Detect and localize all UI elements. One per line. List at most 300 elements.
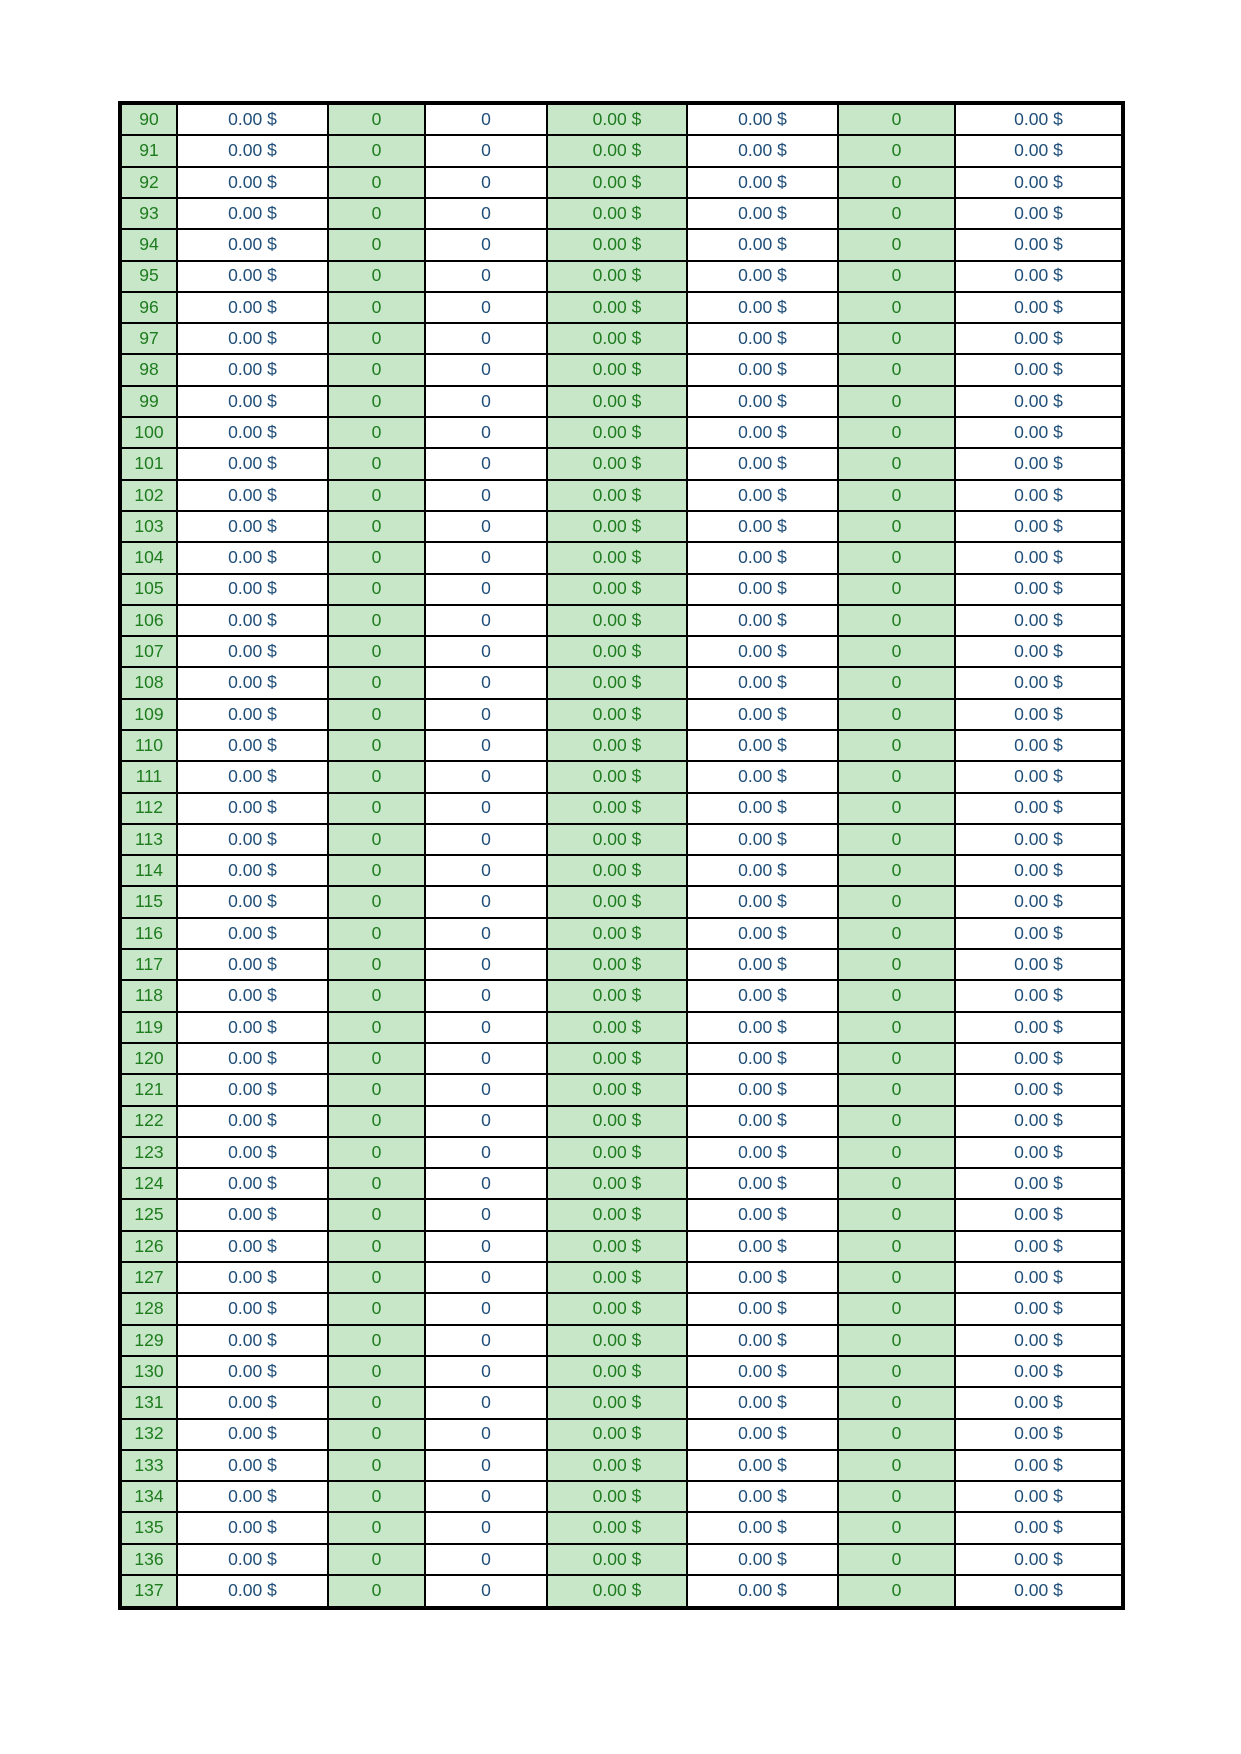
table-row xyxy=(120,1419,1123,1450)
value-cell-amount-1: 0.00 $ xyxy=(177,448,328,479)
value-cell-amount-1: 0.00 $ xyxy=(177,793,328,824)
value-cell-count-2: 0 xyxy=(425,730,547,761)
value-cell-amount-3: 0.00 $ xyxy=(687,699,838,730)
value-cell-count-1: 0 xyxy=(328,229,425,260)
value-cell-amount-3: 0.00 $ xyxy=(687,1012,838,1043)
value-cell-amount-1: 0.00 $ xyxy=(177,1012,328,1043)
value-cell-amount-1: 0.00 $ xyxy=(177,1325,328,1356)
value-cell-count-1: 0 xyxy=(328,511,425,542)
value-cell-count-3: 0 xyxy=(838,261,955,292)
row-number-cell: 120 xyxy=(120,1043,177,1074)
value-cell-count-1: 0 xyxy=(328,1575,425,1608)
value-cell-amount-3: 0.00 $ xyxy=(687,292,838,323)
value-cell-count-2: 0 xyxy=(425,636,547,667)
value-cell-amount-3: 0.00 $ xyxy=(687,667,838,698)
row-number-cell: 136 xyxy=(120,1544,177,1575)
value-cell-amount-4: 0.00 $ xyxy=(955,261,1123,292)
value-cell-amount-1: 0.00 $ xyxy=(177,1512,328,1543)
value-cell-count-1: 0 xyxy=(328,1481,425,1512)
value-cell-count-3: 0 xyxy=(838,1325,955,1356)
value-cell-count-3: 0 xyxy=(838,1262,955,1293)
value-cell-count-2: 0 xyxy=(425,1387,547,1418)
value-cell-count-3: 0 xyxy=(838,1575,955,1608)
value-cell-count-2: 0 xyxy=(425,667,547,698)
row-number-cell: 117 xyxy=(120,949,177,980)
value-cell-amount-4: 0.00 $ xyxy=(955,480,1123,511)
value-cell-amount-1: 0.00 $ xyxy=(177,1575,328,1608)
table-row xyxy=(120,386,1123,417)
row-number-cell: 112 xyxy=(120,793,177,824)
value-cell-amount-2: 0.00 $ xyxy=(547,417,687,448)
value-cell-count-2: 0 xyxy=(425,699,547,730)
value-cell-amount-3: 0.00 $ xyxy=(687,1512,838,1543)
value-cell-count-1: 0 xyxy=(328,1137,425,1168)
value-cell-amount-1: 0.00 $ xyxy=(177,855,328,886)
row-number-cell: 106 xyxy=(120,605,177,636)
value-cell-amount-2: 0.00 $ xyxy=(547,292,687,323)
value-cell-amount-2: 0.00 $ xyxy=(547,1199,687,1230)
table-row xyxy=(120,135,1123,166)
value-cell-amount-1: 0.00 $ xyxy=(177,167,328,198)
table-row xyxy=(120,1450,1123,1481)
value-cell-amount-2: 0.00 $ xyxy=(547,1262,687,1293)
value-cell-amount-3: 0.00 $ xyxy=(687,1575,838,1608)
value-cell-count-2: 0 xyxy=(425,1106,547,1137)
row-number-cell: 124 xyxy=(120,1168,177,1199)
row-number-cell: 102 xyxy=(120,480,177,511)
value-cell-amount-2: 0.00 $ xyxy=(547,542,687,573)
value-cell-count-1: 0 xyxy=(328,824,425,855)
value-cell-amount-4: 0.00 $ xyxy=(955,1575,1123,1608)
value-cell-count-2: 0 xyxy=(425,761,547,792)
value-cell-count-3: 0 xyxy=(838,511,955,542)
value-cell-amount-2: 0.00 $ xyxy=(547,1481,687,1512)
value-cell-amount-4: 0.00 $ xyxy=(955,1293,1123,1324)
value-cell-amount-4: 0.00 $ xyxy=(955,135,1123,166)
value-cell-count-2: 0 xyxy=(425,1544,547,1575)
table-row xyxy=(120,229,1123,260)
value-cell-amount-1: 0.00 $ xyxy=(177,1544,328,1575)
value-cell-count-3: 0 xyxy=(838,480,955,511)
value-cell-count-2: 0 xyxy=(425,855,547,886)
value-cell-count-3: 0 xyxy=(838,886,955,917)
value-cell-count-2: 0 xyxy=(425,1199,547,1230)
table-row xyxy=(120,1012,1123,1043)
value-cell-amount-3: 0.00 $ xyxy=(687,1293,838,1324)
value-cell-amount-2: 0.00 $ xyxy=(547,886,687,917)
row-number-cell: 96 xyxy=(120,292,177,323)
value-cell-amount-2: 0.00 $ xyxy=(547,103,687,135)
row-number-cell: 105 xyxy=(120,574,177,605)
row-number-cell: 109 xyxy=(120,699,177,730)
value-cell-amount-3: 0.00 $ xyxy=(687,167,838,198)
value-cell-count-1: 0 xyxy=(328,886,425,917)
value-cell-count-2: 0 xyxy=(425,386,547,417)
value-cell-count-2: 0 xyxy=(425,1074,547,1105)
value-cell-amount-4: 0.00 $ xyxy=(955,980,1123,1011)
table-row xyxy=(120,448,1123,479)
value-cell-count-3: 0 xyxy=(838,1168,955,1199)
value-cell-amount-3: 0.00 $ xyxy=(687,354,838,385)
value-cell-amount-2: 0.00 $ xyxy=(547,1168,687,1199)
value-cell-count-3: 0 xyxy=(838,1293,955,1324)
value-cell-amount-3: 0.00 $ xyxy=(687,886,838,917)
value-cell-amount-3: 0.00 $ xyxy=(687,1450,838,1481)
table-row xyxy=(120,292,1123,323)
value-cell-amount-4: 0.00 $ xyxy=(955,229,1123,260)
value-cell-amount-4: 0.00 $ xyxy=(955,824,1123,855)
value-cell-amount-1: 0.00 $ xyxy=(177,824,328,855)
value-cell-count-3: 0 xyxy=(838,135,955,166)
row-number-cell: 127 xyxy=(120,1262,177,1293)
value-cell-count-3: 0 xyxy=(838,1199,955,1230)
value-cell-amount-4: 0.00 $ xyxy=(955,949,1123,980)
value-cell-amount-4: 0.00 $ xyxy=(955,1168,1123,1199)
value-cell-amount-3: 0.00 $ xyxy=(687,1231,838,1262)
value-cell-count-2: 0 xyxy=(425,1293,547,1324)
table-row xyxy=(120,1325,1123,1356)
row-number-cell: 95 xyxy=(120,261,177,292)
table-row xyxy=(120,793,1123,824)
value-cell-amount-4: 0.00 $ xyxy=(955,855,1123,886)
value-cell-amount-2: 0.00 $ xyxy=(547,1512,687,1543)
row-number-cell: 93 xyxy=(120,198,177,229)
table-row xyxy=(120,855,1123,886)
value-cell-count-2: 0 xyxy=(425,1043,547,1074)
value-cell-count-1: 0 xyxy=(328,386,425,417)
value-cell-amount-4: 0.00 $ xyxy=(955,918,1123,949)
value-cell-amount-2: 0.00 $ xyxy=(547,354,687,385)
value-cell-count-2: 0 xyxy=(425,1356,547,1387)
value-cell-count-1: 0 xyxy=(328,1356,425,1387)
value-cell-amount-3: 0.00 $ xyxy=(687,323,838,354)
value-cell-amount-1: 0.00 $ xyxy=(177,1231,328,1262)
table-row xyxy=(120,480,1123,511)
value-cell-count-2: 0 xyxy=(425,1262,547,1293)
value-cell-amount-4: 0.00 $ xyxy=(955,1199,1123,1230)
value-cell-amount-1: 0.00 $ xyxy=(177,1293,328,1324)
value-cell-amount-2: 0.00 $ xyxy=(547,1043,687,1074)
table-row xyxy=(120,886,1123,917)
value-cell-amount-1: 0.00 $ xyxy=(177,605,328,636)
table-row xyxy=(120,323,1123,354)
value-cell-count-3: 0 xyxy=(838,1356,955,1387)
value-cell-amount-4: 0.00 $ xyxy=(955,1544,1123,1575)
value-cell-amount-1: 0.00 $ xyxy=(177,730,328,761)
value-cell-amount-2: 0.00 $ xyxy=(547,667,687,698)
row-number-cell: 104 xyxy=(120,542,177,573)
value-cell-amount-3: 0.00 $ xyxy=(687,1544,838,1575)
value-cell-amount-1: 0.00 $ xyxy=(177,1450,328,1481)
value-cell-amount-2: 0.00 $ xyxy=(547,229,687,260)
row-number-cell: 135 xyxy=(120,1512,177,1543)
value-cell-amount-2: 0.00 $ xyxy=(547,1293,687,1324)
value-cell-count-2: 0 xyxy=(425,417,547,448)
value-cell-amount-3: 0.00 $ xyxy=(687,1419,838,1450)
value-cell-amount-4: 0.00 $ xyxy=(955,793,1123,824)
row-number-cell: 132 xyxy=(120,1419,177,1450)
value-cell-amount-1: 0.00 $ xyxy=(177,918,328,949)
value-cell-count-3: 0 xyxy=(838,636,955,667)
value-cell-amount-2: 0.00 $ xyxy=(547,1106,687,1137)
value-cell-count-3: 0 xyxy=(838,949,955,980)
table-row xyxy=(120,1575,1123,1608)
value-cell-amount-1: 0.00 $ xyxy=(177,636,328,667)
table-row xyxy=(120,980,1123,1011)
value-cell-count-3: 0 xyxy=(838,1419,955,1450)
value-cell-count-3: 0 xyxy=(838,167,955,198)
value-cell-amount-1: 0.00 $ xyxy=(177,511,328,542)
value-cell-amount-3: 0.00 $ xyxy=(687,855,838,886)
value-cell-amount-2: 0.00 $ xyxy=(547,167,687,198)
value-cell-amount-1: 0.00 $ xyxy=(177,542,328,573)
table-row xyxy=(120,1356,1123,1387)
value-cell-count-2: 0 xyxy=(425,886,547,917)
value-cell-amount-3: 0.00 $ xyxy=(687,574,838,605)
row-number-cell: 110 xyxy=(120,730,177,761)
value-cell-count-3: 0 xyxy=(838,1512,955,1543)
value-cell-count-1: 0 xyxy=(328,636,425,667)
value-cell-count-1: 0 xyxy=(328,1262,425,1293)
value-cell-count-2: 0 xyxy=(425,949,547,980)
row-number-cell: 126 xyxy=(120,1231,177,1262)
row-number-cell: 131 xyxy=(120,1387,177,1418)
value-cell-amount-1: 0.00 $ xyxy=(177,354,328,385)
value-cell-amount-1: 0.00 $ xyxy=(177,1356,328,1387)
row-number-cell: 113 xyxy=(120,824,177,855)
value-cell-amount-3: 0.00 $ xyxy=(687,824,838,855)
value-cell-amount-2: 0.00 $ xyxy=(547,1231,687,1262)
value-cell-count-1: 0 xyxy=(328,292,425,323)
value-cell-count-2: 0 xyxy=(425,323,547,354)
row-number-cell: 99 xyxy=(120,386,177,417)
value-cell-amount-2: 0.00 $ xyxy=(547,574,687,605)
value-cell-amount-3: 0.00 $ xyxy=(687,980,838,1011)
value-cell-amount-2: 0.00 $ xyxy=(547,1012,687,1043)
value-cell-amount-2: 0.00 $ xyxy=(547,448,687,479)
value-cell-amount-2: 0.00 $ xyxy=(547,824,687,855)
value-cell-amount-1: 0.00 $ xyxy=(177,761,328,792)
value-cell-count-3: 0 xyxy=(838,1043,955,1074)
value-cell-amount-2: 0.00 $ xyxy=(547,636,687,667)
row-number-cell: 91 xyxy=(120,135,177,166)
value-cell-count-3: 0 xyxy=(838,1012,955,1043)
row-number-cell: 119 xyxy=(120,1012,177,1043)
value-cell-amount-3: 0.00 $ xyxy=(687,198,838,229)
value-cell-amount-4: 0.00 $ xyxy=(955,1074,1123,1105)
value-cell-count-2: 0 xyxy=(425,1419,547,1450)
value-cell-count-3: 0 xyxy=(838,1544,955,1575)
value-cell-amount-3: 0.00 $ xyxy=(687,511,838,542)
value-cell-count-3: 0 xyxy=(838,386,955,417)
value-cell-count-1: 0 xyxy=(328,1231,425,1262)
value-cell-amount-4: 0.00 $ xyxy=(955,167,1123,198)
value-cell-amount-4: 0.00 $ xyxy=(955,323,1123,354)
table-row xyxy=(120,198,1123,229)
value-cell-count-2: 0 xyxy=(425,918,547,949)
value-cell-count-1: 0 xyxy=(328,1387,425,1418)
value-cell-count-3: 0 xyxy=(838,824,955,855)
value-cell-count-2: 0 xyxy=(425,103,547,135)
value-cell-amount-4: 0.00 $ xyxy=(955,1356,1123,1387)
value-cell-amount-2: 0.00 $ xyxy=(547,761,687,792)
value-cell-amount-4: 0.00 $ xyxy=(955,542,1123,573)
row-number-cell: 130 xyxy=(120,1356,177,1387)
value-cell-amount-2: 0.00 $ xyxy=(547,699,687,730)
value-cell-count-1: 0 xyxy=(328,699,425,730)
value-cell-count-1: 0 xyxy=(328,448,425,479)
value-cell-amount-4: 0.00 $ xyxy=(955,1419,1123,1450)
value-cell-amount-3: 0.00 $ xyxy=(687,480,838,511)
value-cell-count-3: 0 xyxy=(838,354,955,385)
value-cell-count-3: 0 xyxy=(838,292,955,323)
value-cell-amount-2: 0.00 $ xyxy=(547,918,687,949)
value-cell-amount-2: 0.00 $ xyxy=(547,605,687,636)
row-number-cell: 94 xyxy=(120,229,177,260)
value-cell-count-3: 0 xyxy=(838,574,955,605)
table-row xyxy=(120,511,1123,542)
value-cell-count-1: 0 xyxy=(328,1043,425,1074)
value-cell-count-1: 0 xyxy=(328,417,425,448)
value-cell-amount-2: 0.00 $ xyxy=(547,980,687,1011)
value-cell-count-3: 0 xyxy=(838,198,955,229)
value-cell-count-1: 0 xyxy=(328,480,425,511)
table-row xyxy=(120,1137,1123,1168)
value-cell-amount-4: 0.00 $ xyxy=(955,1387,1123,1418)
value-cell-count-2: 0 xyxy=(425,167,547,198)
value-cell-count-3: 0 xyxy=(838,1074,955,1105)
value-cell-amount-1: 0.00 $ xyxy=(177,103,328,135)
row-number-cell: 115 xyxy=(120,886,177,917)
row-number-cell: 111 xyxy=(120,761,177,792)
value-cell-amount-3: 0.00 $ xyxy=(687,793,838,824)
value-cell-amount-3: 0.00 $ xyxy=(687,1325,838,1356)
table-row xyxy=(120,824,1123,855)
value-cell-count-3: 0 xyxy=(838,918,955,949)
value-cell-amount-3: 0.00 $ xyxy=(687,1168,838,1199)
value-cell-count-3: 0 xyxy=(838,793,955,824)
value-cell-amount-2: 0.00 $ xyxy=(547,1137,687,1168)
table-row xyxy=(120,1043,1123,1074)
value-cell-amount-1: 0.00 $ xyxy=(177,980,328,1011)
value-cell-count-3: 0 xyxy=(838,1450,955,1481)
value-cell-amount-3: 0.00 $ xyxy=(687,605,838,636)
value-cell-amount-3: 0.00 $ xyxy=(687,542,838,573)
value-cell-count-2: 0 xyxy=(425,574,547,605)
value-cell-amount-3: 0.00 $ xyxy=(687,1137,838,1168)
value-cell-amount-4: 0.00 $ xyxy=(955,730,1123,761)
value-cell-amount-2: 0.00 $ xyxy=(547,1325,687,1356)
value-cell-amount-1: 0.00 $ xyxy=(177,574,328,605)
value-cell-count-3: 0 xyxy=(838,699,955,730)
row-number-cell: 97 xyxy=(120,323,177,354)
value-cell-amount-3: 0.00 $ xyxy=(687,730,838,761)
value-cell-count-2: 0 xyxy=(425,448,547,479)
row-number-cell: 133 xyxy=(120,1450,177,1481)
value-cell-count-2: 0 xyxy=(425,1325,547,1356)
value-cell-count-2: 0 xyxy=(425,1137,547,1168)
value-cell-amount-3: 0.00 $ xyxy=(687,229,838,260)
table-row xyxy=(120,1293,1123,1324)
value-cell-amount-3: 0.00 $ xyxy=(687,1074,838,1105)
value-cell-amount-4: 0.00 $ xyxy=(955,1043,1123,1074)
value-cell-amount-3: 0.00 $ xyxy=(687,761,838,792)
value-cell-amount-1: 0.00 $ xyxy=(177,949,328,980)
value-cell-amount-4: 0.00 $ xyxy=(955,886,1123,917)
value-cell-amount-3: 0.00 $ xyxy=(687,417,838,448)
table-row xyxy=(120,1074,1123,1105)
value-cell-count-1: 0 xyxy=(328,1512,425,1543)
value-cell-count-3: 0 xyxy=(838,730,955,761)
value-cell-count-3: 0 xyxy=(838,448,955,479)
value-cell-amount-4: 0.00 $ xyxy=(955,667,1123,698)
table-row xyxy=(120,261,1123,292)
value-cell-amount-4: 0.00 $ xyxy=(955,292,1123,323)
value-cell-count-3: 0 xyxy=(838,417,955,448)
value-cell-count-2: 0 xyxy=(425,1450,547,1481)
spreadsheet-table xyxy=(118,101,1125,1610)
table-row xyxy=(120,949,1123,980)
value-cell-amount-1: 0.00 $ xyxy=(177,229,328,260)
row-number-cell: 134 xyxy=(120,1481,177,1512)
value-cell-count-1: 0 xyxy=(328,1074,425,1105)
value-cell-amount-4: 0.00 $ xyxy=(955,1137,1123,1168)
value-cell-amount-2: 0.00 $ xyxy=(547,386,687,417)
value-cell-amount-3: 0.00 $ xyxy=(687,1481,838,1512)
value-cell-count-1: 0 xyxy=(328,1419,425,1450)
table-row xyxy=(120,167,1123,198)
value-cell-amount-4: 0.00 $ xyxy=(955,1512,1123,1543)
value-cell-amount-4: 0.00 $ xyxy=(955,198,1123,229)
table-row xyxy=(120,667,1123,698)
value-cell-amount-2: 0.00 $ xyxy=(547,793,687,824)
value-cell-amount-2: 0.00 $ xyxy=(547,1450,687,1481)
value-cell-amount-4: 0.00 $ xyxy=(955,1231,1123,1262)
value-cell-count-1: 0 xyxy=(328,1106,425,1137)
value-cell-count-1: 0 xyxy=(328,135,425,166)
value-cell-amount-1: 0.00 $ xyxy=(177,1168,328,1199)
value-cell-count-3: 0 xyxy=(838,761,955,792)
table-row xyxy=(120,699,1123,730)
row-number-cell: 107 xyxy=(120,636,177,667)
value-cell-count-2: 0 xyxy=(425,1012,547,1043)
value-cell-amount-3: 0.00 $ xyxy=(687,1387,838,1418)
value-cell-count-1: 0 xyxy=(328,855,425,886)
value-cell-amount-1: 0.00 $ xyxy=(177,1199,328,1230)
value-cell-amount-4: 0.00 $ xyxy=(955,1450,1123,1481)
value-cell-amount-4: 0.00 $ xyxy=(955,448,1123,479)
value-cell-amount-4: 0.00 $ xyxy=(955,699,1123,730)
value-cell-amount-4: 0.00 $ xyxy=(955,103,1123,135)
row-number-cell: 103 xyxy=(120,511,177,542)
value-cell-count-1: 0 xyxy=(328,1012,425,1043)
value-cell-count-1: 0 xyxy=(328,1450,425,1481)
value-cell-amount-1: 0.00 $ xyxy=(177,1106,328,1137)
value-cell-count-1: 0 xyxy=(328,980,425,1011)
value-cell-amount-2: 0.00 $ xyxy=(547,730,687,761)
value-cell-amount-1: 0.00 $ xyxy=(177,323,328,354)
value-cell-amount-4: 0.00 $ xyxy=(955,1106,1123,1137)
value-cell-count-1: 0 xyxy=(328,323,425,354)
row-number-cell: 137 xyxy=(120,1575,177,1608)
table-row xyxy=(120,1199,1123,1230)
value-cell-count-2: 0 xyxy=(425,1231,547,1262)
value-cell-count-2: 0 xyxy=(425,261,547,292)
value-cell-amount-1: 0.00 $ xyxy=(177,198,328,229)
value-cell-count-3: 0 xyxy=(838,229,955,260)
value-cell-amount-2: 0.00 $ xyxy=(547,1544,687,1575)
value-cell-count-2: 0 xyxy=(425,480,547,511)
